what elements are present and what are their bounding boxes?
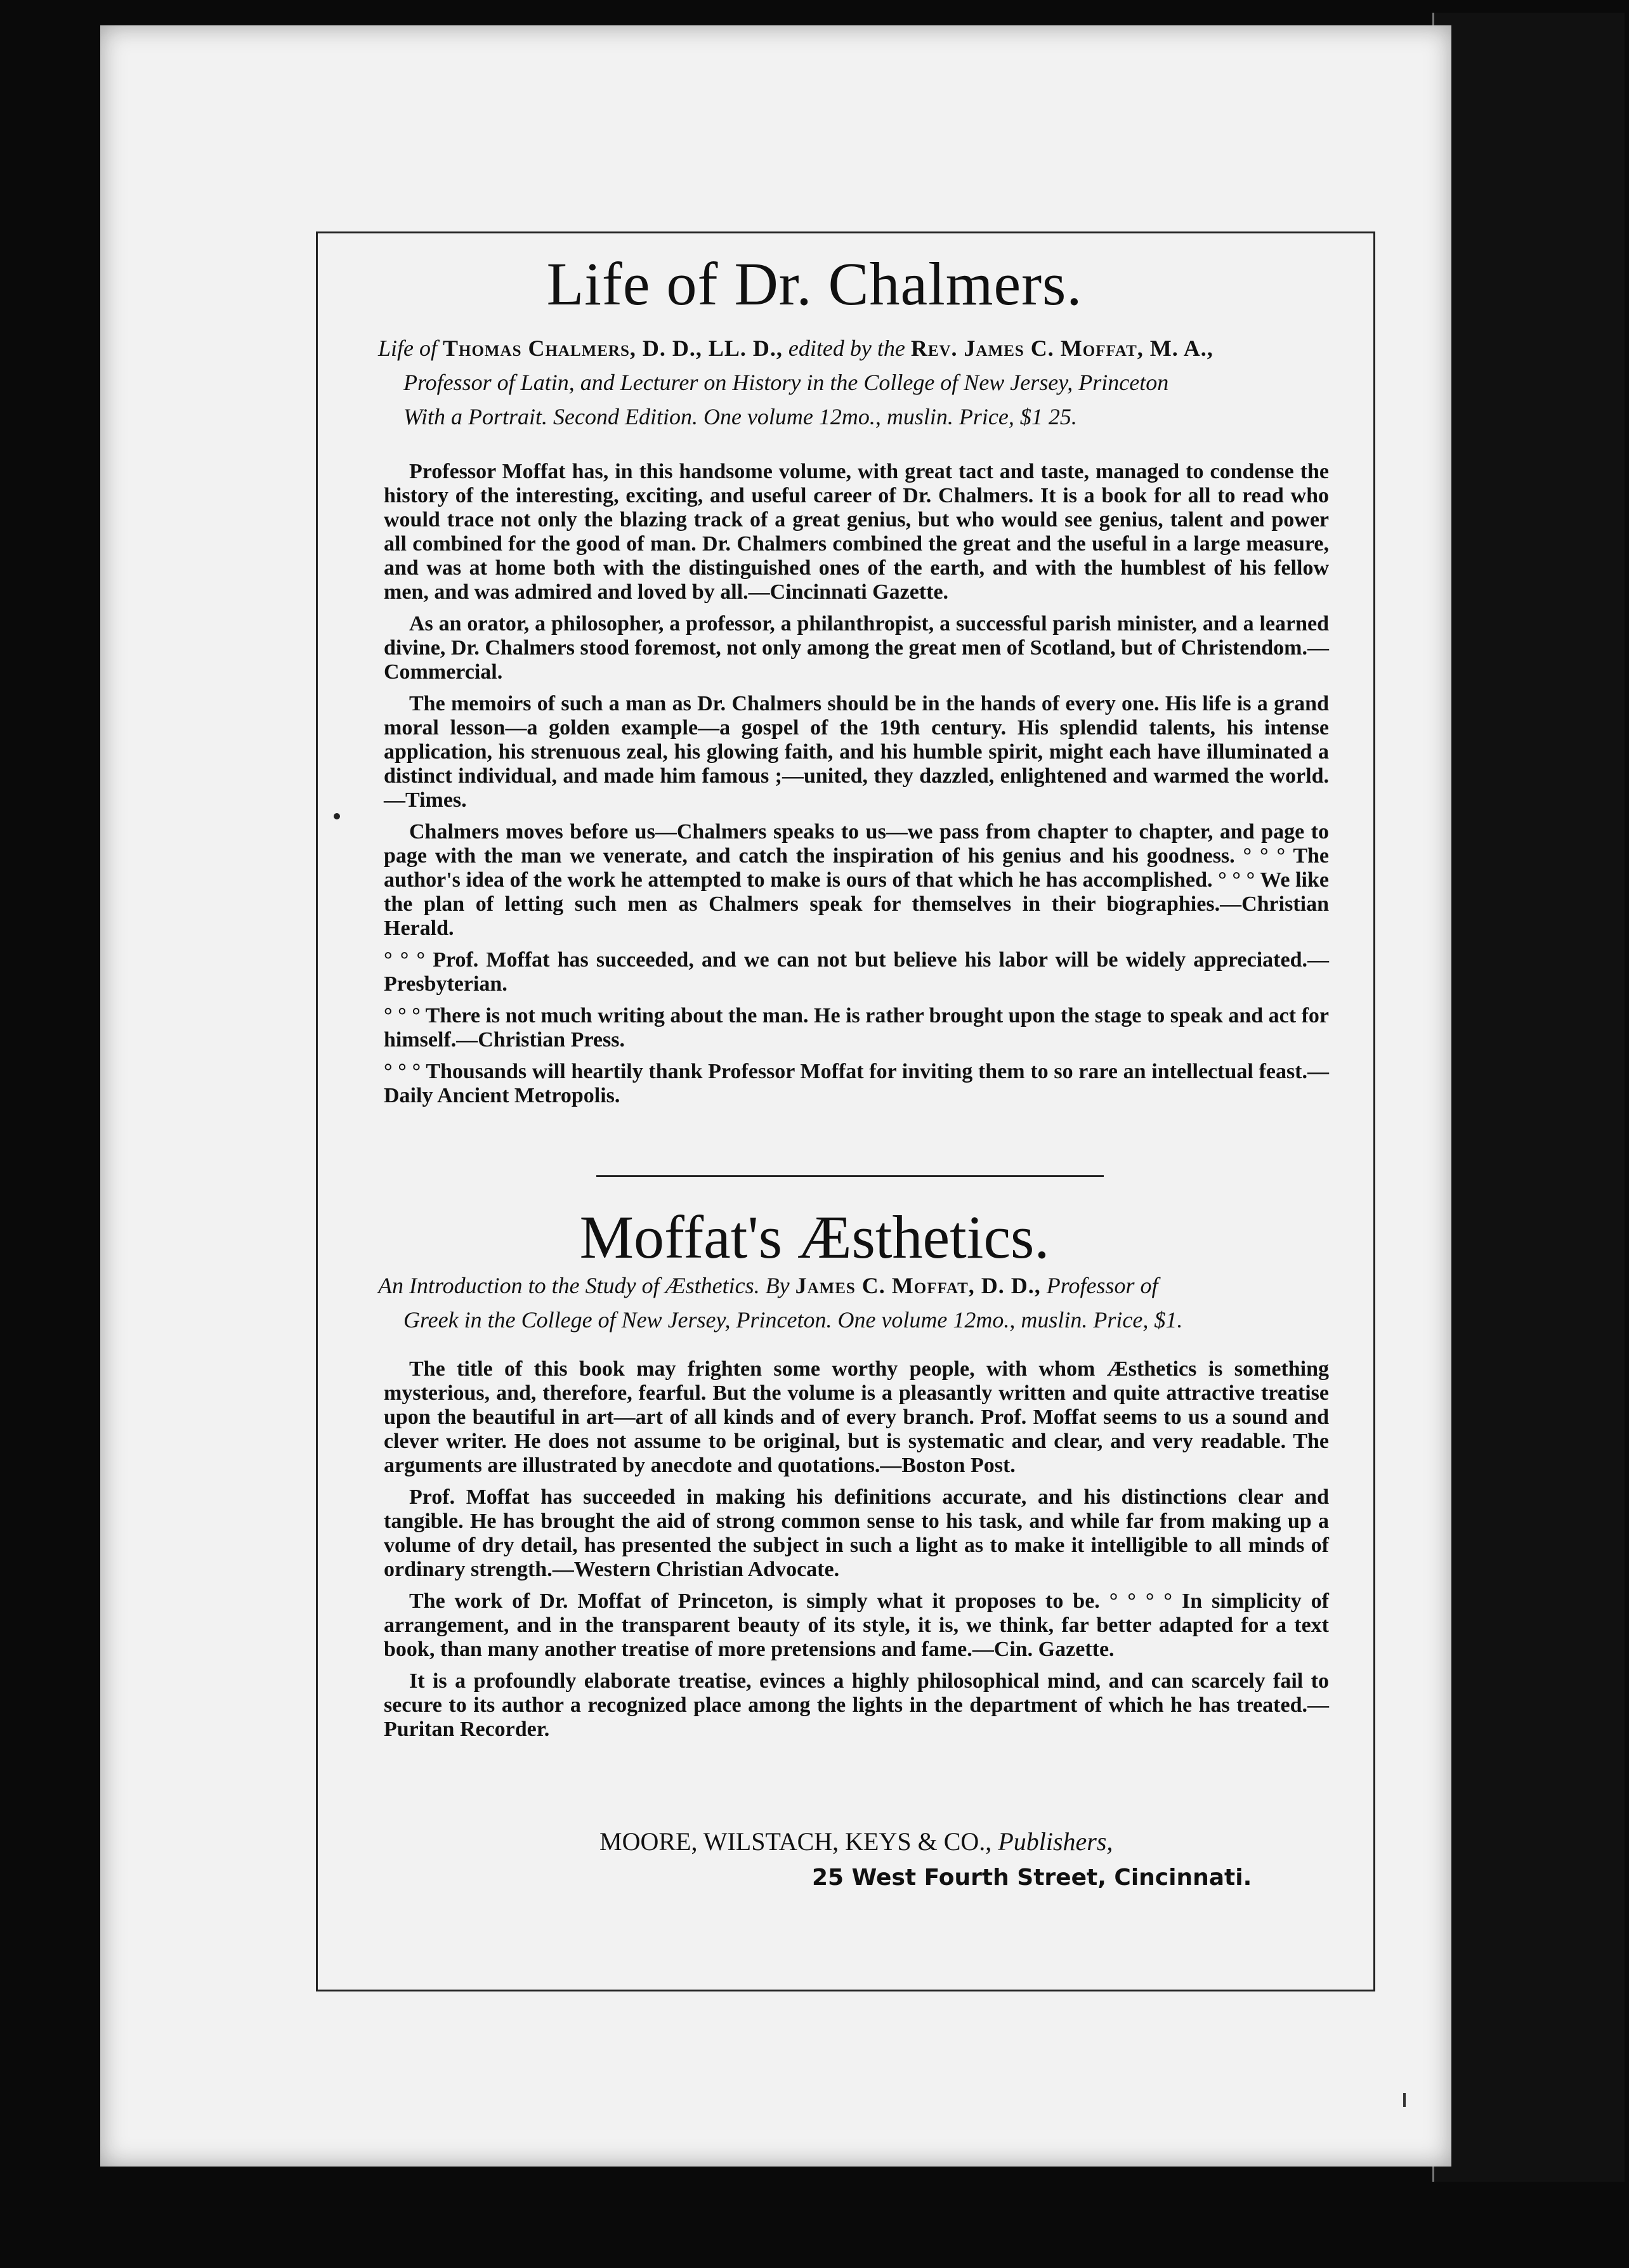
publisher-address: 25 West Fourth Street, Cincinnati. (812, 1865, 1252, 1891)
publisher-name (599, 1827, 1113, 1856)
aesthetics-subtitle-line2: Greek in the College of New Jersey, Princeton. One volume 12mo., muslin. Price, $1. (403, 1307, 1183, 1333)
ink-mark (1403, 2093, 1406, 2107)
review-paragraph: The title of this book may frighten some worthy people, with whom Æsthetics is something mysterious, and, therefore, fearful. But the volume is a pleasantly written and quite attractive treatise upon the beautiful in art—art of all kinds and of every branch. Prof. Moffat seems to us a sound and clever writer. He does not assume to be original, but is systematic and clear, and very readable. The arguments are illustrated by anecdote and quotations.—Boston Post. (384, 1357, 1329, 1477)
review-paragraph: Professor Moffat has, in this handsome volume, with great tact and taste, managed to condense the history of the interesting, exciting, and useful career of Dr. Chalmers. It is a book for all to read who would trace not only the blazing track of a great genius, but who would see genius, talent and power all combined for the good of man. Dr. Chalmers combined the great and the useful in a large measure, and was at home both with the distinguished ones of the earth, and with the humblest of his fellow men, and was admired and loved by all.—Cincinnati Gazette. (384, 460, 1329, 604)
review-paragraph: ° ° ° Prof. Moffat has succeeded, and we can not but believe his labor will be widely appreciated.—Presbyterian. (384, 948, 1329, 996)
aesthetics-reviews (384, 1357, 1329, 1749)
review-paragraph: The work of Dr. Moffat of Princeton, is simply what it proposes to be. ° ° ° ° In simplicity of arrangement, and in the transparent beauty of its style, it is, we think, far better adapted for a text book, than many another treatise of more pretensions and fame.—Cin. Gazette. (384, 1589, 1329, 1661)
sub-fragment: Professor of (1046, 1273, 1158, 1298)
review-paragraph: It is a profoundly elaborate treatise, evinces a highly philosophical mind, and can scarcely fail to secure to its author a recognized place among the lights in the department of which he has treated.—Puritan Recorder. (384, 1669, 1329, 1741)
review-paragraph: Chalmers moves before us—Chalmers speaks to us—we pass from chapter to chapter, and page to page with the man we venerate, and catch the inspiration of his genius and his goodness. ° ° ° The author's idea of the work he attempted to make is ours of that which he has accomplished. ° ° ° We like the plan of letting such men as Chalmers speak for themselves in their biographies.—Christian Herald. (384, 820, 1329, 940)
review-paragraph: ° ° ° There is not much writing about the man. He is rather brought upon the stage to speak and act for himself.—Christian Press. (384, 1004, 1329, 1052)
review-paragraph: As an orator, a philosopher, a professor, a philanthropist, a successful parish minister, and a learned divine, Dr. Chalmers stood foremost, not only among the great men of Scotland, but of Christendom.—Commercial. (384, 612, 1329, 684)
sub-editor: Rev. James C. Moffat, M. A., (910, 336, 1214, 361)
sub-fragment: An Introduction to the Study of Æsthetics. By (378, 1273, 790, 1298)
book-spine (1432, 13, 1625, 2182)
review-paragraph: ° ° ° Thousands will heartily thank Professor Moffat for inviting them to so rare an intellectual feast.—Daily Ancient Metropolis. (384, 1060, 1329, 1107)
ink-speck (334, 813, 340, 819)
section-divider (596, 1175, 1104, 1177)
sub-fragment: Life of (378, 336, 438, 361)
aesthetics-subtitle-line1 (378, 1268, 1158, 1303)
publisher-role: Publishers, (998, 1827, 1113, 1856)
aesthetics-title: Moffat's Æsthetics. (579, 1203, 1050, 1271)
publisher-firm: MOORE, WILSTACH, KEYS & CO., (599, 1827, 992, 1856)
sub-fragment: edited by the (788, 336, 905, 361)
sub-author: James C. Moffat, D. D., (795, 1273, 1041, 1298)
chalmers-title: Life of Dr. Chalmers. (546, 250, 1083, 318)
chalmers-subtitle-line2: Professor of Latin, and Lecturer on History in the College of New Jersey, Princeton (403, 370, 1169, 395)
chalmers-subtitle-line3: With a Portrait. Second Edition. One volume 12mo., muslin. Price, $1 25. (403, 404, 1077, 429)
chalmers-subtitle-line1 (378, 331, 1214, 365)
review-paragraph: Prof. Moffat has succeeded in making his definitions accurate, and his distinctions clear and tangible. He has brought the aid of strong common sense to his task, and while far from making up a volume of dry detail, has presented the subject in such a light as to make it intelligible to all minds of ordinary strength.—Western Christian Advocate. (384, 1485, 1329, 1581)
chalmers-reviews (384, 460, 1329, 1116)
review-paragraph: The memoirs of such a man as Dr. Chalmers should be in the hands of every one. His life is a grand moral lesson—a golden example—a gospel of the 19th century. His splendid talents, his intense application, his strenuous zeal, his glowing faith, and his humble spirit, might each have illuminated a distinct individual, and made him famous ;—united, they dazzled, enlightened and warmed the world.—Times. (384, 692, 1329, 812)
sub-author: Thomas Chalmers, D. D., LL. D., (443, 336, 783, 361)
